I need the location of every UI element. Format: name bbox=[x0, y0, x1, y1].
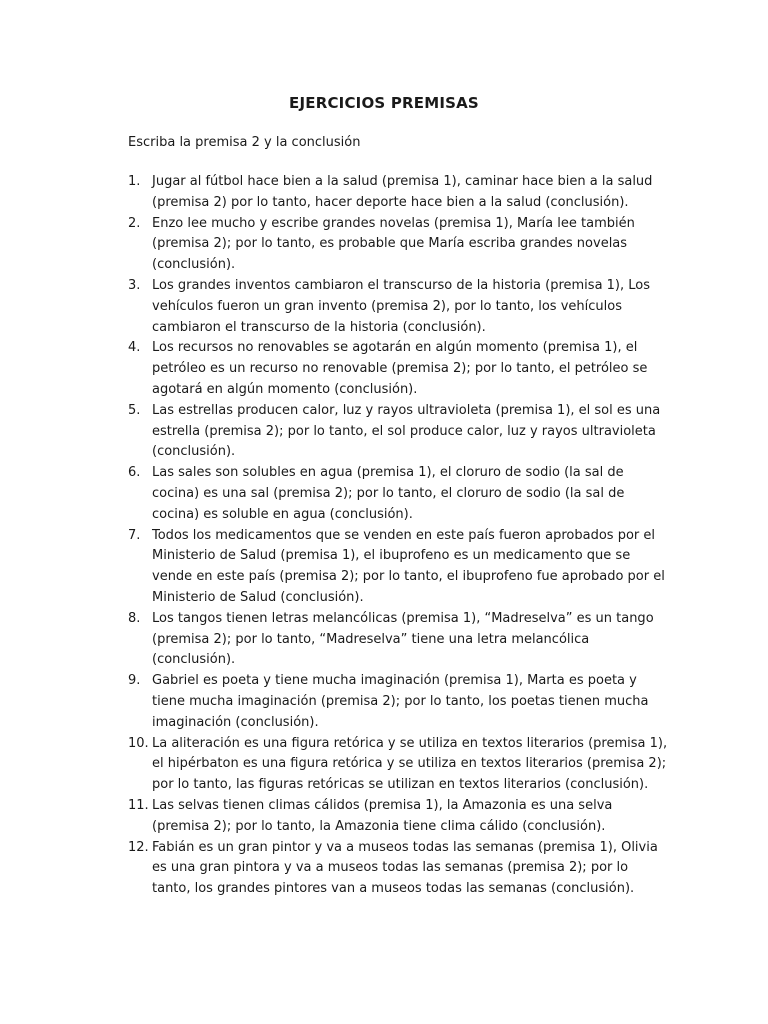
exercise-item bbox=[128, 838, 668, 900]
exercise-text: Los grandes inventos cambiaron el transcurso de la historia (premisa 1), Los vehículos fueron un gran invento (premisa 2), por lo tanto, los vehículos cambiaron el transcurso de la historia (conclusión). bbox=[152, 277, 651, 335]
exercise-item bbox=[128, 734, 668, 796]
exercise-text: Los tangos tienen letras melancólicas (premisa 1), “Madreselva” es un tango (premisa 2); por lo tanto, “Madreselva” tiene una letra melancólica (conclusión). bbox=[152, 610, 654, 668]
exercise-item bbox=[128, 609, 668, 671]
exercise-number: 6. bbox=[128, 465, 141, 481]
exercise-text: Todos los medicamentos que se venden en este país fueron aprobados por el Ministerio de Salud (premisa 1), el ibuprofeno es un medicamento que se vende en este país (premisa 2); por lo tanto, el ibuprofeno fue aprobado por el Ministerio de Salud (conclusión). bbox=[152, 527, 665, 605]
exercise-item bbox=[128, 401, 668, 463]
document-title: EJERCICIOS PREMISAS bbox=[289, 94, 479, 112]
exercise-item bbox=[128, 276, 668, 338]
exercise-number: 5. bbox=[128, 402, 141, 418]
exercise-item bbox=[128, 463, 668, 525]
exercise-number: 1. bbox=[128, 174, 141, 189]
exercise-number: 11. bbox=[128, 797, 149, 813]
exercise-item bbox=[128, 172, 668, 214]
exercise-item bbox=[128, 214, 668, 276]
exercise-text: Gabriel es poeta y tiene mucha imaginación (premisa 1), Marta es poeta y tiene mucha imaginación (premisa 2); por lo tanto, los poetas tienen mucha imaginación (conclusión). bbox=[152, 673, 649, 730]
instruction-text: Escriba la premisa 2 y la conclusión bbox=[128, 135, 361, 150]
exercise-number: 12. bbox=[128, 839, 149, 855]
exercise-number: 7. bbox=[128, 527, 141, 543]
exercise-text: Las estrellas producen calor, luz y rayos ultravioleta (premisa 1), el sol es una estrella (premisa 2); por lo tanto, el sol produce calor, luz y rayos ultravioleta (conclusión). bbox=[152, 402, 661, 460]
exercise-item bbox=[128, 796, 668, 838]
exercise-item bbox=[128, 338, 668, 400]
exercise-text: Jugar al fútbol hace bien a la salud (premisa 1), caminar hace bien a la salud (premisa 2) por lo tanto, hacer deporte hace bien a la salud (conclusión). bbox=[152, 174, 653, 210]
exercise-number: 4. bbox=[128, 340, 141, 356]
exercise-number: 3. bbox=[128, 277, 141, 293]
exercise-text: Las sales son solubles en agua (premisa 1), el cloruro de sodio (la sal de cocina) es una sal (premisa 2); por lo tanto, el cloruro de sodio (la sal de cocina) es soluble en agua (conclusión). bbox=[152, 465, 625, 522]
exercise-text: La aliteración es una figura retórica y se utiliza en textos literarios (premisa 1), el hipérbaton es una figura retórica y se utiliza en textos literarios (premisa 2); por lo tanto, las figuras retóricas se utilizan en textos literarios (conclusión). bbox=[152, 735, 668, 793]
exercise-text: Las selvas tienen climas cálidos (premisa 1), la Amazonia es una selva (premisa 2); por lo tanto, la Amazonia tiene clima cálido (conclusión). bbox=[152, 797, 613, 834]
exercise-number: 2. bbox=[128, 215, 141, 231]
exercise-list bbox=[128, 172, 668, 900]
exercise-number: 8. bbox=[128, 610, 141, 626]
exercise-item bbox=[128, 526, 668, 609]
exercise-text: Fabián es un gran pintor y va a museos todas las semanas (premisa 1), Olivia es una gran pintora y va a museos todas las semanas (premisa 2); por lo tanto, los grandes pintores van a museos todas las semanas (conclusión). bbox=[152, 839, 658, 897]
exercise-number: 9. bbox=[128, 673, 141, 689]
exercise-item bbox=[128, 671, 668, 733]
exercise-text: Enzo lee mucho y escribe grandes novelas (premisa 1), María lee también (premisa 2); por lo tanto, es probable que María escriba grandes novelas (conclusión). bbox=[152, 215, 635, 273]
exercise-number: 10. bbox=[128, 735, 149, 751]
exercise-text: Los recursos no renovables se agotarán en algún momento (premisa 1), el petróleo es un recurso no renovable (premisa 2); por lo tanto, el petróleo se agotará en algún momento (conclusión). bbox=[152, 340, 648, 397]
